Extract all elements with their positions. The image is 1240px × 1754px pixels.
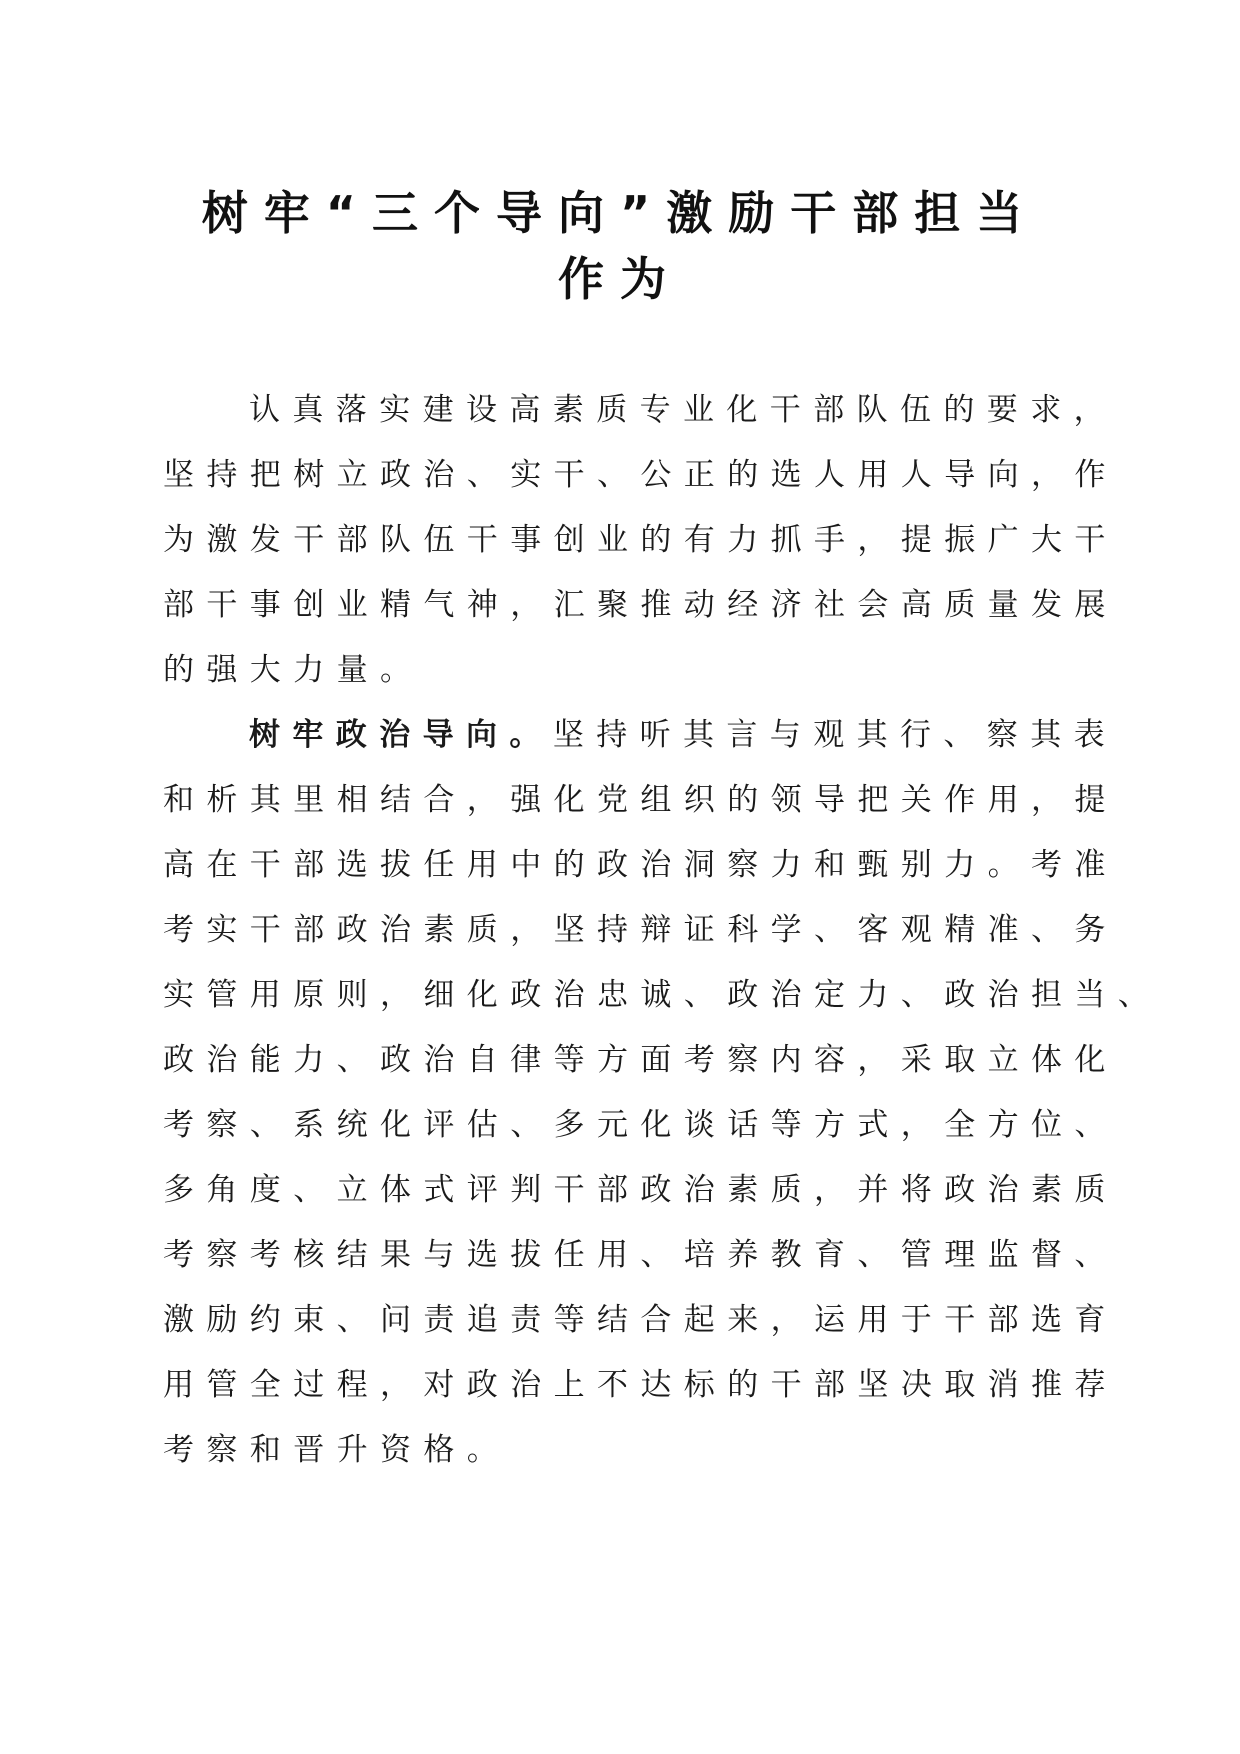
paragraph-line: 多角度、立体式评判干部政治素质，并将政治素质 (163, 1172, 1118, 1208)
paragraph-line: 部干事创业精气神，汇聚推动经济社会高质量发展 (163, 587, 1118, 623)
paragraph-line: 认真落实建设高素质专业化干部队伍的要求， (249, 392, 1117, 428)
paragraph-line: 考察和晋升资格。 (163, 1432, 511, 1468)
paragraph-line: 考察、系统化评估、多元化谈话等方式，全方位、 (163, 1107, 1118, 1143)
paragraph-line: 为激发干部队伍干事创业的有力抓手，提振广大干 (163, 522, 1118, 558)
paragraph-line: 考实干部政治素质，坚持辩证科学、客观精准、务 (163, 912, 1118, 948)
paragraph-line: 用管全过程，对政治上不达标的干部坚决取消推荐 (163, 1367, 1118, 1403)
title-line-2: 作为 (558, 252, 682, 306)
paragraph-line: 考察考核结果与选拔任用、培养教育、管理监督、 (163, 1237, 1118, 1273)
paragraph-line: 的强大力量。 (163, 652, 424, 688)
paragraph-line: 坚持把树立政治、实干、公正的选人用人导向，作 (163, 457, 1118, 493)
paragraph-lead-heading: 树牢政治导向。 (249, 717, 553, 753)
paragraph-line: 高在干部选拔任用中的政治洞察力和甄别力。考准 (163, 847, 1118, 883)
paragraph-line: 和析其里相结合，强化党组织的领导把关作用，提 (163, 782, 1118, 818)
title-line-1: 树牢“三个导向”激励干部担当 (201, 186, 1039, 240)
paragraph-political-orientation (163, 703, 1162, 1483)
paragraph-first-line (163, 703, 1123, 768)
paragraph-line: 实管用原则，细化政治忠诚、政治定力、政治担当、 (163, 977, 1162, 1013)
document-body (163, 378, 1162, 1483)
paragraph-intro (163, 378, 1123, 703)
paragraph-line: 政治能力、政治自律等方面考察内容，采取立体化 (163, 1042, 1118, 1078)
paragraph-line: 激励约束、问责追责等结合起来，运用于干部选育 (163, 1302, 1118, 1338)
document-title (160, 180, 1080, 312)
paragraph-first-line-text: 坚持听其言与观其行、察其表 (552, 717, 1118, 753)
